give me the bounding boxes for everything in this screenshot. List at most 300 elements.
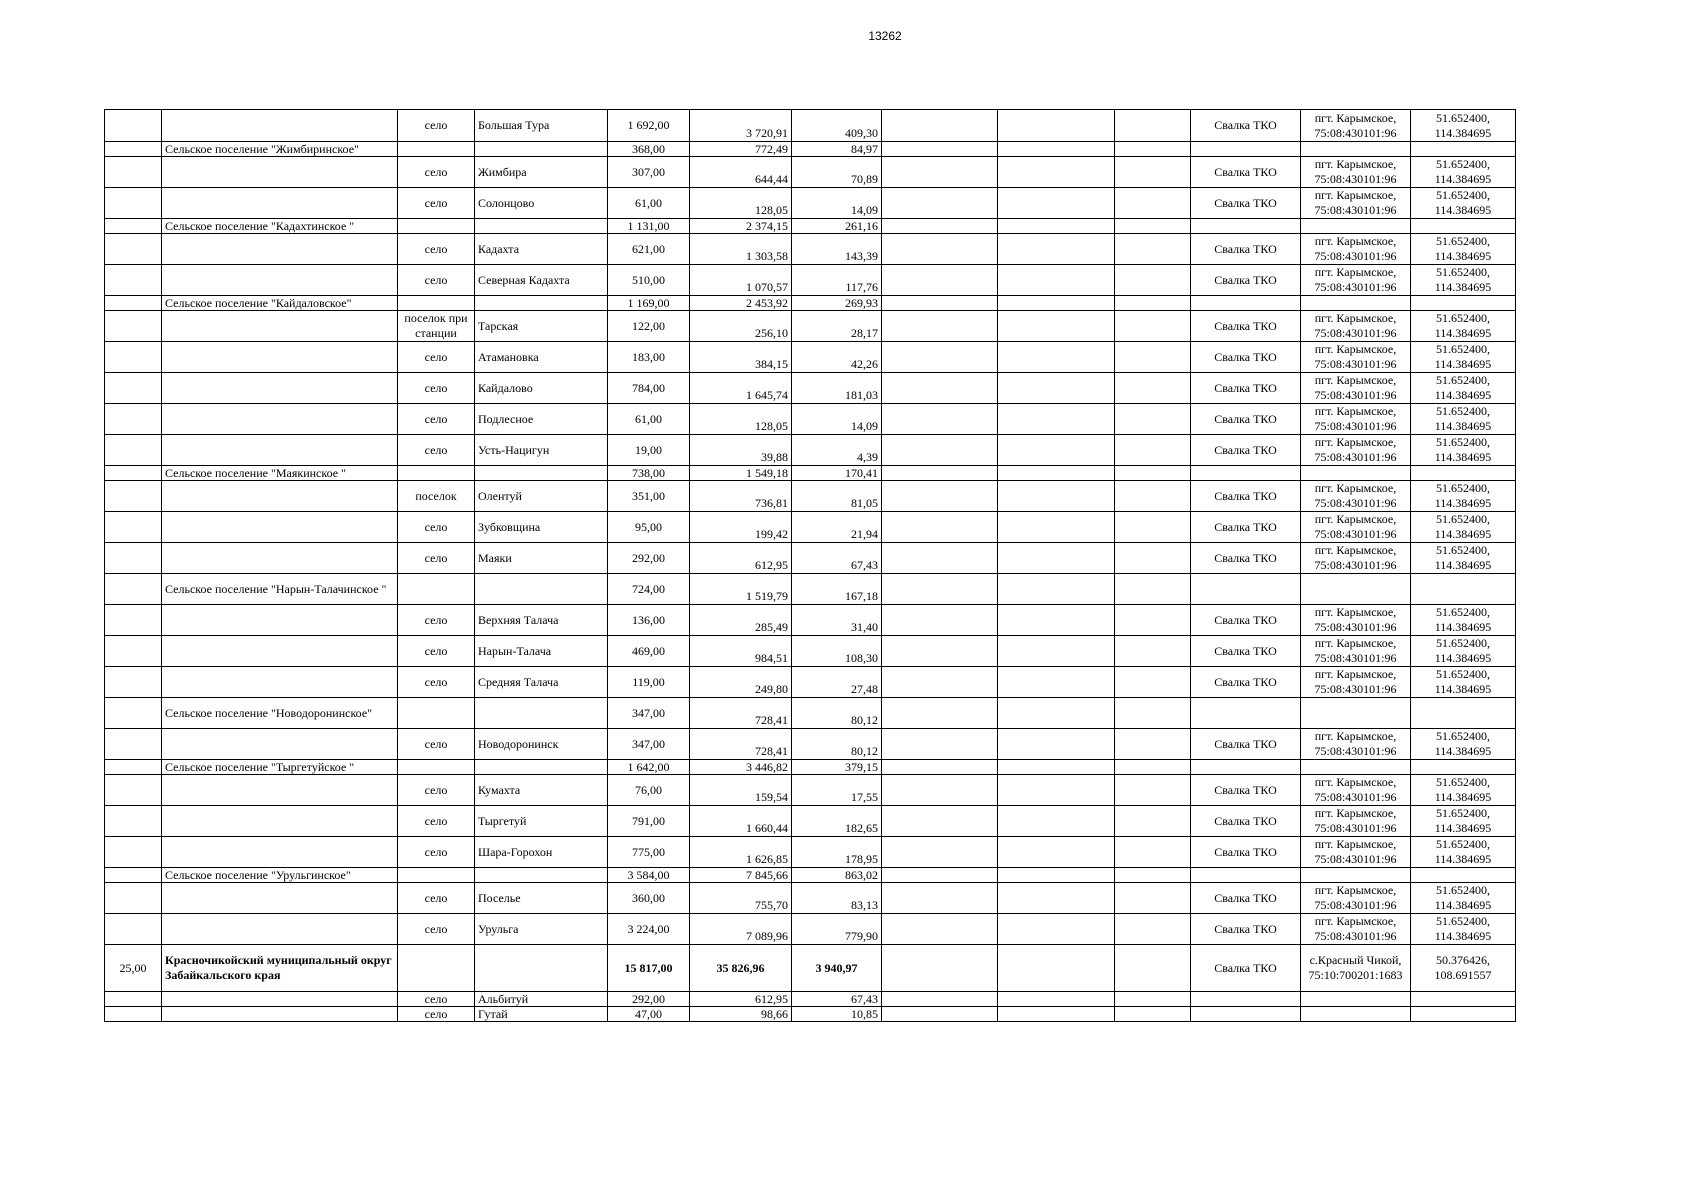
settlement-name-cell: Урульга [475,914,608,945]
settlement-name-cell: Олентуй [475,481,608,512]
waste-mass-cell: 80,12 [792,729,882,760]
coordinates-cell [1411,543,1516,574]
waste-volume-cell: 35 826,96 [690,945,792,992]
municipality-cell: Сельское поселение "Жимбиринское" [162,142,398,157]
settlement-type-cell [398,574,475,605]
destination-cell: Свалка ТКО [1191,543,1301,574]
waste-volume-cell: 128,05 [690,404,792,435]
coordinates-cell-line-2: 114.384695 [1434,790,1492,804]
settlement-type-cell: село [398,188,475,219]
settlement-name-cell: Гутай [475,1007,608,1022]
empty-cell [1115,110,1191,142]
settlement-type-cell: село [398,265,475,296]
location-cell-line-1: пгт. Карымское, [1314,157,1397,171]
destination-cell: Свалка ТКО [1191,481,1301,512]
population-cell: 469,00 [608,636,690,667]
coordinates-cell-line-2: 114.384695 [1434,496,1492,510]
settlement-type-cell: село [398,992,475,1007]
population-cell: 47,00 [608,1007,690,1022]
location-cell [1301,1007,1411,1022]
population-cell: 61,00 [608,404,690,435]
destination-cell: Свалка ТКО [1191,806,1301,837]
municipality-cell: Красночикойский муниципальный округ Забайкальского края [162,945,398,992]
waste-volume-cell: 256,10 [690,311,792,342]
location-cell [1301,188,1411,219]
waste-volume-cell: 98,66 [690,1007,792,1022]
location-cell-line-2: 75:08:430101:96 [1314,172,1397,186]
population-cell: 738,00 [608,466,690,481]
table-row [105,234,1516,265]
empty-cell [998,992,1115,1007]
table-row [105,543,1516,574]
empty-cell [882,945,998,992]
empty-cell [882,110,998,142]
municipality-cell [162,110,398,142]
municipality-cell: Сельское поселение "Кайдаловское" [162,296,398,311]
empty-cell [882,992,998,1007]
empty-cell [1115,574,1191,605]
table-row [105,914,1516,945]
empty-cell [1115,698,1191,729]
table-row [105,110,1516,142]
location-cell-line-2: 75:08:430101:96 [1314,203,1397,217]
coordinates-cell [1411,760,1516,775]
empty-cell [1115,481,1191,512]
empty-cell [882,760,998,775]
location-cell-line-2: 75:08:430101:96 [1314,527,1397,541]
location-cell-line-1: пгт. Карымское, [1314,110,1397,125]
coordinates-cell-line-2: 114.384695 [1434,898,1492,912]
location-cell [1301,481,1411,512]
row-number-cell [105,373,162,404]
empty-cell [882,466,998,481]
waste-mass-cell: 178,95 [792,837,882,868]
table-row [105,157,1516,188]
table-row [105,481,1516,512]
empty-cell [1115,435,1191,466]
destination-cell: Свалка ТКО [1191,373,1301,404]
coordinates-cell-line-1: 51.652400, [1436,512,1490,526]
empty-cell [998,481,1115,512]
waste-mass-cell: 21,94 [792,512,882,543]
location-cell [1301,729,1411,760]
population-cell: 1 642,00 [608,760,690,775]
empty-cell [1115,945,1191,992]
population-cell: 1 131,00 [608,219,690,234]
row-number-cell [105,605,162,636]
population-cell: 307,00 [608,157,690,188]
location-cell [1301,404,1411,435]
empty-cell [882,1007,998,1022]
empty-cell [1115,806,1191,837]
empty-cell [1115,234,1191,265]
empty-cell [882,219,998,234]
empty-cell [998,883,1115,914]
municipality-cell: Сельское поселение "Нарын-Талачинское " [162,574,398,605]
settlement-name-cell [475,945,608,992]
coordinates-cell-line-2: 114.384695 [1434,821,1492,835]
empty-cell [882,296,998,311]
empty-cell [882,574,998,605]
empty-cell [1115,605,1191,636]
location-cell-line-1: пгт. Карымское, [1314,435,1397,449]
coordinates-cell-line-1: 51.652400, [1436,543,1490,557]
waste-mass-cell: 67,43 [792,543,882,574]
location-cell [1301,219,1411,234]
empty-cell [998,837,1115,868]
location-cell-line-1: пгт. Карымское, [1314,404,1397,418]
coordinates-cell-line-1: 51.652400, [1436,806,1490,820]
destination-cell: Свалка ТКО [1191,512,1301,543]
coordinates-cell [1411,157,1516,188]
row-number-cell [105,667,162,698]
population-cell: 791,00 [608,806,690,837]
location-cell-line-1: пгт. Карымское, [1314,667,1397,681]
settlement-name-cell [475,760,608,775]
municipality-cell [162,837,398,868]
coordinates-cell [1411,636,1516,667]
location-cell [1301,342,1411,373]
table-row [105,806,1516,837]
destination-cell: Свалка ТКО [1191,667,1301,698]
empty-cell [1115,311,1191,342]
destination-cell: Свалка ТКО [1191,157,1301,188]
table-row [105,574,1516,605]
empty-cell [998,342,1115,373]
population-cell: 3 584,00 [608,868,690,883]
settlement-type-cell: село [398,543,475,574]
population-cell: 19,00 [608,435,690,466]
destination-cell: Свалка ТКО [1191,110,1301,142]
coordinates-cell-line-2: 114.384695 [1434,249,1492,263]
settlement-type-cell: село [398,342,475,373]
empty-cell [882,188,998,219]
table-row [105,219,1516,234]
coordinates-cell [1411,404,1516,435]
empty-cell [998,466,1115,481]
table-row [105,435,1516,466]
location-cell [1301,636,1411,667]
row-number-cell: 25,00 [105,945,162,992]
location-cell-line-1: пгт. Карымское, [1314,775,1397,789]
coordinates-cell [1411,868,1516,883]
coordinates-cell [1411,1007,1516,1022]
empty-cell [882,157,998,188]
empty-cell [1115,760,1191,775]
municipality-cell [162,775,398,806]
location-cell [1301,574,1411,605]
empty-cell [882,435,998,466]
municipality-cell [162,729,398,760]
empty-cell [1115,883,1191,914]
waste-volume-cell: 2 453,92 [690,296,792,311]
row-number-cell [105,219,162,234]
table-row [105,342,1516,373]
table-row [105,512,1516,543]
settlement-name-cell: Подлесное [475,404,608,435]
waste-volume-cell: 39,88 [690,435,792,466]
location-cell-line-2: 75:08:430101:96 [1314,326,1397,340]
settlement-type-cell: село [398,1007,475,1022]
location-cell [1301,914,1411,945]
location-cell [1301,311,1411,342]
waste-mass-cell: 863,02 [792,868,882,883]
empty-cell [998,543,1115,574]
empty-cell [882,605,998,636]
empty-cell [1115,404,1191,435]
location-cell-line-2: 75:10:700201:1683 [1308,968,1403,982]
page-number: 13262 [868,29,902,43]
coordinates-cell-line-1: 51.652400, [1436,883,1490,897]
waste-mass-cell: 14,09 [792,404,882,435]
population-cell: 784,00 [608,373,690,404]
empty-cell [998,435,1115,466]
empty-cell [882,883,998,914]
coordinates-cell-line-2: 114.384695 [1434,558,1492,572]
destination-cell: Свалка ТКО [1191,234,1301,265]
location-cell-line-2: 75:08:430101:96 [1314,249,1397,263]
location-cell-line-1: пгт. Карымское, [1314,806,1397,820]
waste-volume-cell: 249,80 [690,667,792,698]
empty-cell [1115,188,1191,219]
row-number-cell [105,729,162,760]
settlement-name-cell: Средняя Талача [475,667,608,698]
table-row [105,992,1516,1007]
settlement-type-cell: село [398,110,475,142]
empty-cell [882,729,998,760]
table-row [105,188,1516,219]
empty-cell [1115,992,1191,1007]
empty-cell [1115,729,1191,760]
empty-cell [998,512,1115,543]
location-cell-line-2: 75:08:430101:96 [1314,790,1397,804]
settlement-name-cell [475,219,608,234]
empty-cell [998,775,1115,806]
municipality-cell [162,806,398,837]
table-row [105,837,1516,868]
coordinates-cell-line-1: 51.652400, [1436,157,1490,171]
table-row [105,466,1516,481]
settlement-type-cell [398,466,475,481]
row-number-cell [105,992,162,1007]
table-row [105,1007,1516,1022]
municipality-cell [162,605,398,636]
empty-cell [998,188,1115,219]
waste-mass-cell: 81,05 [792,481,882,512]
coordinates-cell-line-1: 51.652400, [1436,110,1490,125]
row-number-cell [105,157,162,188]
coordinates-cell-line-1: 51.652400, [1436,311,1490,325]
population-cell: 122,00 [608,311,690,342]
location-cell-line-2: 75:08:430101:96 [1314,419,1397,433]
location-cell [1301,883,1411,914]
coordinates-cell-line-2: 114.384695 [1434,203,1492,217]
coordinates-cell [1411,110,1516,142]
waste-volume-cell: 3 446,82 [690,760,792,775]
waste-mass-cell: 269,93 [792,296,882,311]
destination-cell: Свалка ТКО [1191,636,1301,667]
waste-mass-cell: 170,41 [792,466,882,481]
empty-cell [1115,543,1191,574]
empty-cell [998,574,1115,605]
empty-cell [1115,142,1191,157]
waste-volume-cell: 128,05 [690,188,792,219]
waste-table [104,109,1516,1022]
row-number-cell [105,142,162,157]
waste-mass-cell: 28,17 [792,311,882,342]
row-number-cell [105,698,162,729]
settlement-name-cell [475,466,608,481]
population-cell: 347,00 [608,698,690,729]
population-cell: 292,00 [608,992,690,1007]
waste-volume-cell: 1 626,85 [690,837,792,868]
location-cell-line-2: 75:08:430101:96 [1314,496,1397,510]
coordinates-cell-line-1: 51.652400, [1436,265,1490,279]
settlement-type-cell [398,142,475,157]
location-cell-line-1: с.Красный Чикой, [1309,953,1402,967]
settlement-type-cell: село [398,883,475,914]
row-number-cell [105,296,162,311]
coordinates-cell-line-2: 114.384695 [1434,651,1492,665]
settlement-type-cell: поселок при станции [398,311,475,342]
row-number-cell [105,481,162,512]
waste-volume-cell: 984,51 [690,636,792,667]
location-cell-line-2: 75:08:430101:96 [1314,744,1397,758]
municipality-cell: Сельское поселение "Тыргетуйское " [162,760,398,775]
coordinates-cell-line-1: 51.652400, [1436,914,1490,928]
location-cell-line-1: пгт. Карымское, [1314,373,1397,387]
row-number-cell [105,837,162,868]
destination-cell: Свалка ТКО [1191,945,1301,992]
waste-mass-cell: 143,39 [792,234,882,265]
coordinates-cell-line-2: 114.384695 [1434,172,1492,186]
location-cell-line-1: пгт. Карымское, [1314,837,1397,851]
municipality-cell [162,543,398,574]
waste-volume-cell: 3 720,91 [690,110,792,142]
row-number-cell [105,265,162,296]
location-cell-line-2: 75:08:430101:96 [1314,929,1397,943]
settlement-name-cell: Тыргетуй [475,806,608,837]
table-row [105,605,1516,636]
waste-volume-cell: 644,44 [690,157,792,188]
waste-volume-cell: 612,95 [690,992,792,1007]
waste-mass-cell: 379,15 [792,760,882,775]
empty-cell [1115,466,1191,481]
coordinates-cell [1411,188,1516,219]
coordinates-cell [1411,883,1516,914]
settlement-name-cell: Солонцово [475,188,608,219]
settlement-name-cell: Кайдалово [475,373,608,404]
coordinates-cell [1411,574,1516,605]
settlement-name-cell: Большая Тура [475,110,608,142]
empty-cell [998,636,1115,667]
settlement-type-cell: село [398,837,475,868]
population-cell: 15 817,00 [608,945,690,992]
empty-cell [998,729,1115,760]
coordinates-cell-line-1: 51.652400, [1436,636,1490,650]
empty-cell [1115,265,1191,296]
municipality-cell: Сельское поселение "Новодоронинское" [162,698,398,729]
settlement-name-cell: Северная Кадахта [475,265,608,296]
location-cell-line-2: 75:08:430101:96 [1314,125,1397,140]
settlement-type-cell: село [398,806,475,837]
coordinates-cell-line-2: 114.384695 [1434,852,1492,866]
coordinates-cell [1411,605,1516,636]
settlement-name-cell: Кадахта [475,234,608,265]
settlement-name-cell: Альбитуй [475,992,608,1007]
coordinates-cell [1411,992,1516,1007]
waste-volume-cell: 1 519,79 [690,574,792,605]
empty-cell [998,868,1115,883]
location-cell [1301,698,1411,729]
empty-cell [882,481,998,512]
destination-cell [1191,296,1301,311]
settlement-name-cell: Маяки [475,543,608,574]
empty-cell [882,806,998,837]
location-cell [1301,373,1411,404]
population-cell: 183,00 [608,342,690,373]
waste-mass-cell: 10,85 [792,1007,882,1022]
row-number-cell [105,512,162,543]
destination-cell: Свалка ТКО [1191,775,1301,806]
empty-cell [998,698,1115,729]
waste-mass-cell: 67,43 [792,992,882,1007]
location-cell-line-2: 75:08:430101:96 [1314,388,1397,402]
empty-cell [998,311,1115,342]
empty-cell [1115,342,1191,373]
coordinates-cell [1411,729,1516,760]
row-number-cell [105,914,162,945]
population-cell: 347,00 [608,729,690,760]
population-cell: 95,00 [608,512,690,543]
coordinates-cell-line-1: 51.652400, [1436,404,1490,418]
location-cell-line-1: пгт. Карымское, [1314,883,1397,897]
coordinates-cell [1411,435,1516,466]
coordinates-cell [1411,265,1516,296]
waste-mass-cell: 42,26 [792,342,882,373]
table-row [105,311,1516,342]
location-cell [1301,806,1411,837]
settlement-type-cell [398,698,475,729]
settlement-type-cell: поселок [398,481,475,512]
location-cell-line-2: 75:08:430101:96 [1314,357,1397,371]
settlement-name-cell [475,142,608,157]
coordinates-cell [1411,806,1516,837]
location-cell [1301,760,1411,775]
coordinates-cell [1411,311,1516,342]
coordinates-cell [1411,945,1516,992]
population-cell: 3 224,00 [608,914,690,945]
waste-volume-cell: 1 660,44 [690,806,792,837]
empty-cell [998,605,1115,636]
empty-cell [1115,296,1191,311]
location-cell-line-1: пгт. Карымское, [1314,311,1397,325]
coordinates-cell-line-1: 51.652400, [1436,775,1490,789]
row-number-cell [105,110,162,142]
coordinates-cell-line-2: 114.384695 [1434,929,1492,943]
settlement-name-cell: Атамановка [475,342,608,373]
table-row [105,142,1516,157]
empty-cell [882,543,998,574]
empty-cell [882,404,998,435]
location-cell-line-2: 75:08:430101:96 [1314,852,1397,866]
settlement-name-cell: Жимбира [475,157,608,188]
empty-cell [882,342,998,373]
coordinates-cell [1411,775,1516,806]
municipality-cell [162,404,398,435]
location-cell [1301,945,1411,992]
empty-cell [882,265,998,296]
